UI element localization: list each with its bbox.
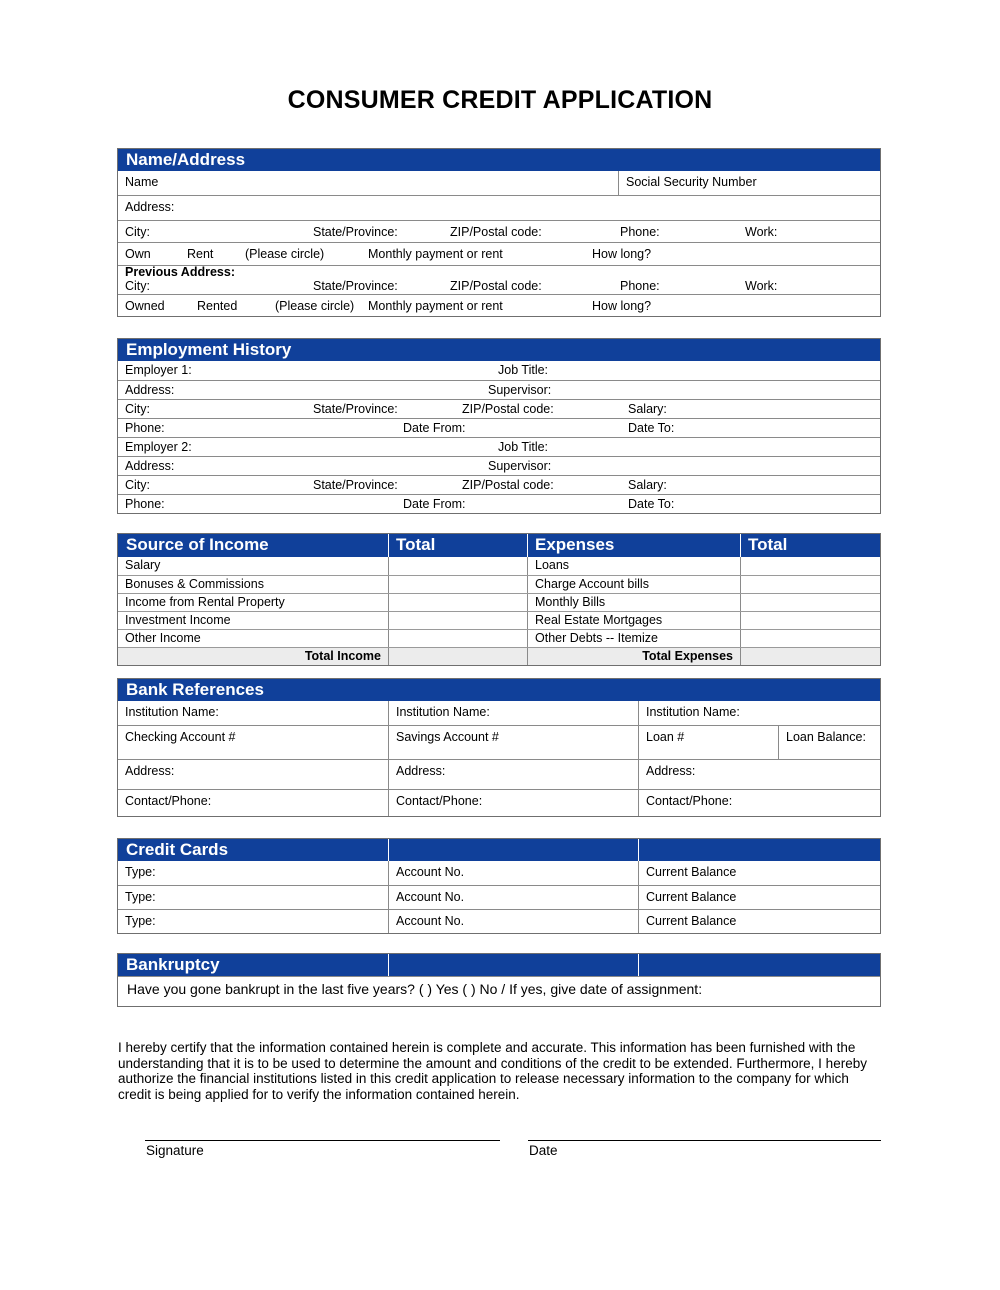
label-card-type: Type:: [125, 914, 156, 928]
label-employer-1-city: City:: [125, 402, 150, 416]
label-prev-state-province: State/Province:: [313, 279, 398, 293]
label-employer-2-date-from: Date From:: [403, 497, 466, 511]
label-prev-please-circle: (Please circle): [275, 299, 355, 313]
table-row: [118, 611, 880, 629]
label-checking-account-number: Checking Account #: [125, 730, 236, 744]
section-title-bankruptcy: Bankruptcy: [126, 955, 220, 974]
label-card-current-balance: Current Balance: [646, 865, 737, 879]
label-institution-name-3: Institution Name:: [646, 705, 740, 719]
label-address: Address:: [125, 200, 175, 214]
row-employer-2: [118, 437, 880, 456]
label-employer-2-city: City:: [125, 478, 150, 492]
income-label: Investment Income: [125, 613, 231, 627]
label-loan-balance: Loan Balance:: [786, 730, 866, 744]
label-employer-2-phone: Phone:: [125, 497, 165, 511]
section-bank-references: [117, 678, 881, 817]
income-total-value[interactable]: [389, 630, 527, 647]
row-owned-rented: [118, 294, 880, 316]
section-employment-history: [117, 338, 881, 514]
label-employer-1-zip-postal-code: ZIP/Postal code:: [462, 402, 554, 416]
income-label: Income from Rental Property: [125, 595, 285, 609]
column-header-expenses-total: Total: [748, 535, 788, 554]
signature-line[interactable]: [145, 1140, 500, 1141]
label-employer-1-address: Address:: [125, 383, 175, 397]
label-institution-name-2: Institution Name:: [396, 705, 490, 719]
section-title-employment-history: Employment History: [126, 340, 292, 359]
row-employer-2-address: [118, 456, 880, 475]
label-supervisor-2: Supervisor:: [488, 459, 552, 473]
column-header-expenses: Expenses: [535, 535, 615, 554]
section-title-name-address: Name/Address: [126, 150, 246, 169]
label-job-title-2: Job Title:: [498, 440, 549, 454]
label-phone: Phone:: [620, 225, 660, 239]
row-account-numbers: [118, 725, 880, 759]
row-own-rent: [118, 242, 880, 265]
label-prev-monthly-payment-or-rent: Monthly payment or rent: [368, 299, 503, 313]
expense-label: Other Debts -- Itemize: [535, 631, 658, 645]
label-prev-phone: Phone:: [620, 279, 660, 293]
option-rented[interactable]: Rented: [197, 299, 238, 313]
label-city: City:: [125, 225, 150, 239]
label-prev-how-long: How long?: [592, 299, 652, 313]
income-total-value[interactable]: [389, 594, 527, 611]
row-bank-contacts: [118, 789, 880, 816]
page-title: CONSUMER CREDIT APPLICATION: [287, 86, 713, 114]
label-bank-address-3: Address:: [646, 764, 696, 778]
row-employer-1-address: [118, 380, 880, 399]
expense-total-value[interactable]: [741, 576, 880, 593]
section-credit-cards: [117, 838, 881, 934]
row-previous-address-heading: [118, 265, 880, 279]
expense-total-value[interactable]: [741, 557, 880, 575]
table-row: [118, 861, 880, 885]
row-employer-1-phone: [118, 418, 880, 437]
label-how-long: How long?: [592, 247, 652, 261]
income-total-value[interactable]: [389, 576, 527, 593]
section-header-bank-references: [118, 679, 880, 701]
row-bank-addresses: [118, 759, 880, 789]
section-header-name-address: [118, 149, 880, 171]
label-employer-2-zip-postal-code: ZIP/Postal code:: [462, 478, 554, 492]
row-name: [118, 171, 880, 195]
label-date: Date: [529, 1143, 558, 1158]
row-employer-2-phone: [118, 494, 880, 513]
label-state-province: State/Province:: [313, 225, 398, 239]
row-institution-names: [118, 701, 880, 725]
expense-total-value[interactable]: [741, 594, 880, 611]
table-row-totals: [118, 647, 880, 665]
label-prev-city: City:: [125, 279, 150, 293]
value-total-income[interactable]: [389, 648, 527, 665]
row-previous-city-state-zip: [118, 279, 880, 294]
expense-label: Charge Account bills: [535, 577, 649, 591]
option-rent[interactable]: Rent: [187, 247, 214, 261]
label-bank-contact-1: Contact/Phone:: [125, 794, 212, 808]
label-total-expenses: Total Expenses: [642, 649, 733, 663]
income-total-value[interactable]: [389, 557, 527, 575]
table-row: [118, 557, 880, 575]
label-bank-contact-3: Contact/Phone:: [646, 794, 733, 808]
section-header-employment-history: [118, 339, 880, 361]
table-row: [118, 593, 880, 611]
section-title-credit-cards: Credit Cards: [126, 840, 229, 859]
label-employer-1-state-province: State/Province:: [313, 402, 398, 416]
label-employer-1-date-from: Date From:: [403, 421, 466, 435]
label-card-type: Type:: [125, 890, 156, 904]
label-savings-account-number: Savings Account #: [396, 730, 499, 744]
label-bank-address-1: Address:: [125, 764, 175, 778]
signature-area: [0, 1140, 1000, 1180]
option-own[interactable]: Own: [125, 247, 151, 261]
label-card-account-no: Account No.: [396, 914, 465, 928]
table-row: [118, 885, 880, 909]
label-signature: Signature: [146, 1143, 204, 1158]
section-income-expenses: [117, 533, 881, 666]
label-bank-contact-2: Contact/Phone:: [396, 794, 483, 808]
expense-label: Loans: [535, 558, 570, 572]
row-employer-1-city: [118, 399, 880, 418]
label-card-type: Type:: [125, 865, 156, 879]
income-label: Salary: [125, 558, 161, 572]
table-row: [118, 629, 880, 647]
label-employer-1-date-to: Date To:: [628, 421, 675, 435]
section-name-address: [117, 148, 881, 317]
label-supervisor-1: Supervisor:: [488, 383, 552, 397]
label-please-circle: (Please circle): [245, 247, 325, 261]
date-line[interactable]: [528, 1140, 881, 1141]
section-bankruptcy: [117, 953, 881, 1007]
row-address: [118, 195, 880, 220]
column-header-income-total: Total: [396, 535, 436, 554]
label-employer-2-date-to: Date To:: [628, 497, 675, 511]
label-prev-zip-postal-code: ZIP/Postal code:: [450, 279, 542, 293]
label-monthly-payment-or-rent: Monthly payment or rent: [368, 247, 503, 261]
label-prev-work: Work:: [745, 279, 778, 293]
table-row: [118, 909, 880, 933]
label-card-account-no: Account No.: [396, 890, 465, 904]
row-city-state-zip: [118, 220, 880, 242]
label-institution-name-1: Institution Name:: [125, 705, 219, 719]
label-card-account-no: Account No.: [396, 865, 465, 879]
section-header-income-expenses: [118, 534, 880, 557]
option-owned[interactable]: Owned: [125, 299, 165, 313]
value-total-expenses[interactable]: [741, 648, 880, 665]
expense-total-value[interactable]: [741, 612, 880, 629]
certification-paragraph: I hereby certify that the information contained herein is complete and accurate. This information has been furnished with the understanding that it is to be used to determine the amount and conditions of the credit to be extended. Furthermore, I hereby authorize the financial institutions listed in this credit application to release necessary information to the company for which credit is being applied for to verify the information contained herein.: [118, 1040, 867, 1102]
section-header-bankruptcy: [118, 954, 880, 976]
label-employer-2-address: Address:: [125, 459, 175, 473]
label-social-security-number: Social Security Number: [626, 175, 757, 189]
row-employer-2-city: [118, 475, 880, 494]
table-row: [118, 575, 880, 593]
label-previous-address: Previous Address:: [125, 265, 235, 279]
section-title-bank-references: Bank References: [126, 680, 264, 699]
row-employer-1: [118, 361, 880, 380]
label-bank-address-2: Address:: [396, 764, 446, 778]
label-job-title-1: Job Title:: [498, 363, 549, 377]
column-header-source-of-income: Source of Income: [126, 535, 269, 554]
income-expense-rows: [118, 557, 880, 665]
label-name: Name: [125, 175, 159, 189]
expense-label: Real Estate Mortgages: [535, 613, 663, 627]
label-employer-1: Employer 1:: [125, 363, 192, 377]
label-work: Work:: [745, 225, 778, 239]
income-label: Other Income: [125, 631, 201, 645]
label-employer-2-state-province: State/Province:: [313, 478, 398, 492]
label-loan-number: Loan #: [646, 730, 685, 744]
label-total-income: Total Income: [304, 649, 381, 663]
label-card-current-balance: Current Balance: [646, 914, 737, 928]
income-label: Bonuses & Commissions: [125, 577, 264, 591]
expense-label: Monthly Bills: [535, 595, 606, 609]
bankruptcy-question[interactable]: Have you gone bankrupt in the last five years? ( ) Yes ( ) No / If yes, give date of assignment:: [118, 976, 880, 1006]
label-card-current-balance: Current Balance: [646, 890, 737, 904]
income-total-value[interactable]: [389, 612, 527, 629]
section-header-credit-cards: [118, 839, 880, 861]
label-employer-2: Employer 2:: [125, 440, 192, 454]
label-employer-1-salary: Salary:: [628, 402, 667, 416]
label-employer-1-phone: Phone:: [125, 421, 165, 435]
label-employer-2-salary: Salary:: [628, 478, 667, 492]
expense-total-value[interactable]: [741, 630, 880, 647]
label-zip-postal-code: ZIP/Postal code:: [450, 225, 542, 239]
